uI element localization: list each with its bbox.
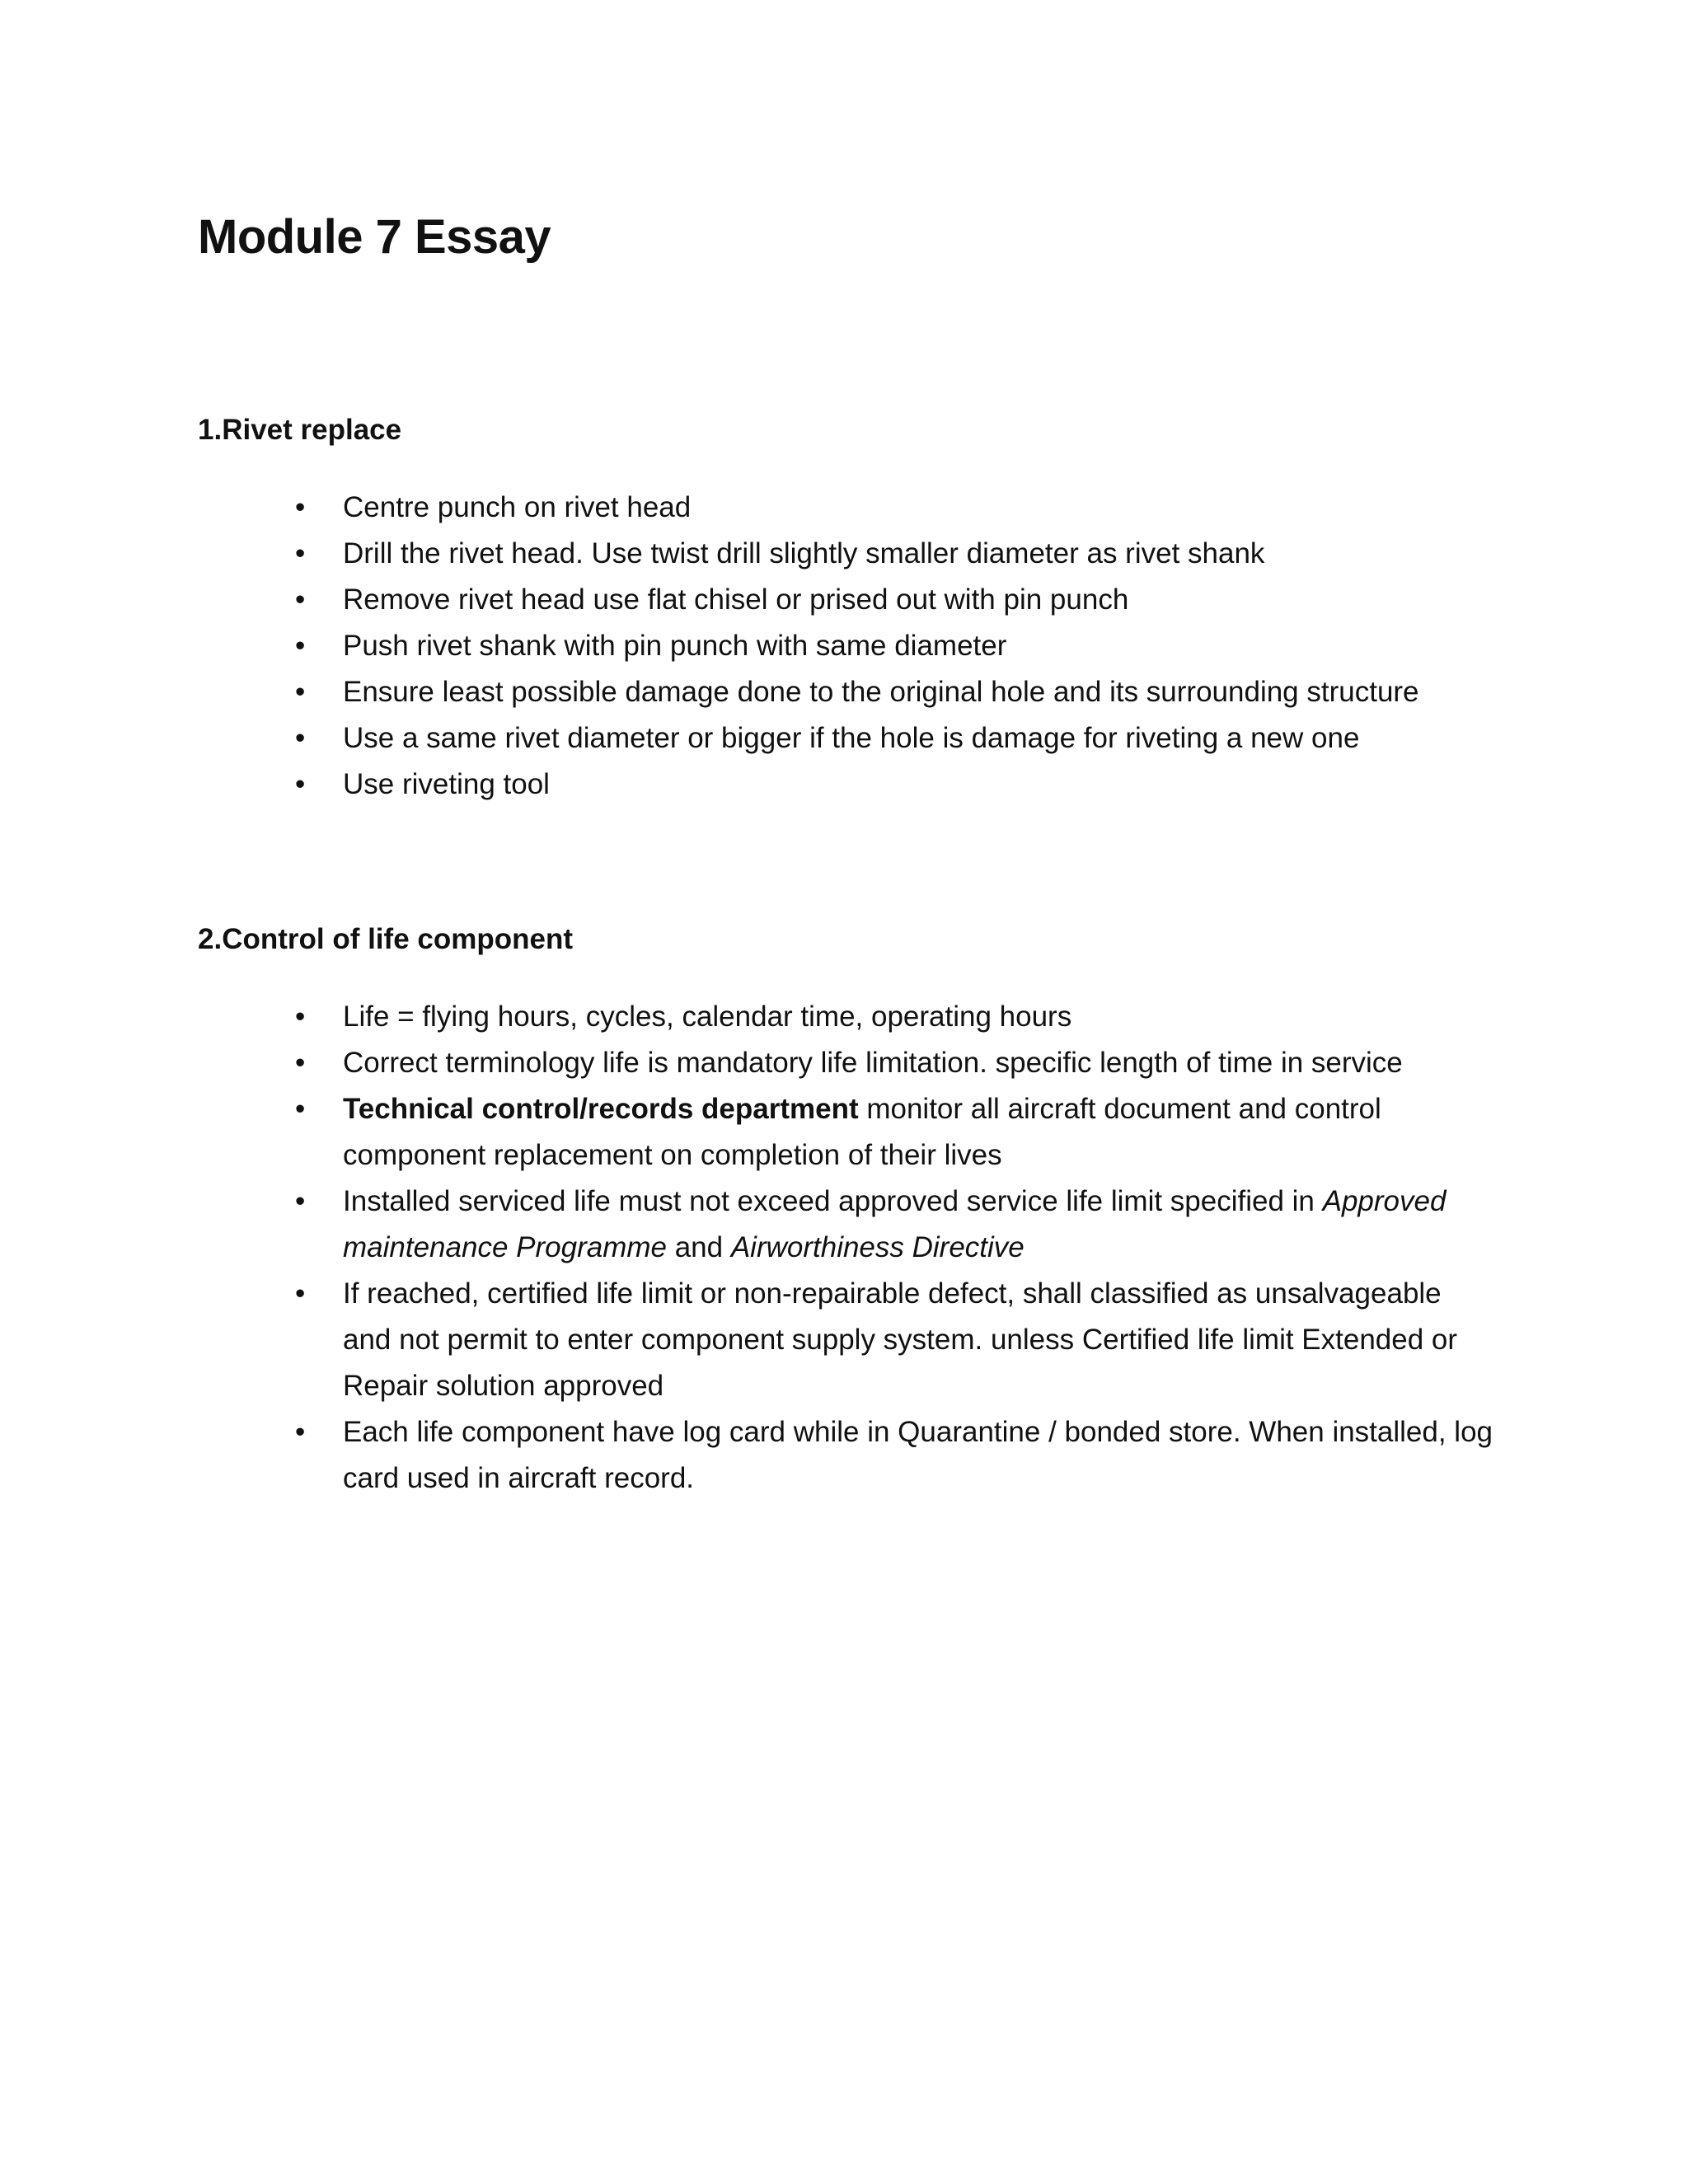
list-item: [295, 994, 1497, 1040]
bullet-icon: •: [295, 1185, 306, 1217]
page-title: Module 7 Essay: [198, 210, 551, 264]
list-item-text: Push rivet shank with pin punch with same diameter: [343, 630, 1007, 662]
list-item: [295, 531, 1497, 577]
list-item-text: Installed serviced life must not exceed approved service life limit specified in: [343, 1185, 1323, 1217]
life-component-list: [295, 994, 1497, 1502]
list-item-italic-text: Approved maintenance Programme: [343, 1185, 1447, 1263]
bullet-icon: •: [295, 583, 306, 616]
bullet-icon: •: [295, 1416, 306, 1448]
bullet-icon: •: [295, 491, 306, 523]
list-item: [295, 715, 1497, 762]
list-item: [295, 623, 1497, 669]
list-item-text: Drill the rivet head. Use twist drill slightly smaller diameter as rivet shank: [343, 537, 1265, 569]
list-item-text: Use a same rivet diameter or bigger if the hole is damage for riveting a new one: [343, 722, 1360, 754]
list-item-joiner-text: and: [666, 1231, 731, 1263]
list-item: [295, 1271, 1497, 1409]
list-item-text: Centre punch on rivet head: [343, 491, 692, 523]
list-item: [295, 1086, 1497, 1179]
bullet-icon: •: [295, 1047, 306, 1079]
list-item: [295, 762, 1497, 808]
section-heading-control-of-life-component: 2.Control of life component: [198, 923, 573, 955]
section-heading-rivet-replace: 1.Rivet replace: [198, 414, 402, 446]
bullet-icon: •: [295, 537, 306, 569]
list-item: [295, 1179, 1497, 1271]
bullet-icon: •: [295, 1001, 306, 1033]
list-item: [295, 1040, 1497, 1086]
list-item-text: monitor all aircraft document and control component replacement on completion of their lives: [343, 1093, 1381, 1171]
list-item-text: Remove rivet head use flat chisel or prised out with pin punch: [343, 583, 1129, 616]
list-item: [295, 669, 1497, 715]
bullet-icon: •: [295, 722, 306, 754]
list-item-text: Use riveting tool: [343, 768, 550, 800]
list-item-text: If reached, certified life limit or non-repairable defect, shall classified as unsalvageable and not permit to enter component supply system. unless Certified life limit Extended or Repair solution approved: [343, 1277, 1458, 1402]
list-item-bold-text: Technical control/records department: [343, 1093, 859, 1125]
bullet-icon: •: [295, 630, 306, 662]
bullet-icon: •: [295, 768, 306, 800]
list-item-text: Life = flying hours, cycles, calendar time, operating hours: [343, 1001, 1072, 1033]
list-item: [295, 485, 1497, 531]
rivet-replace-list: [295, 485, 1497, 808]
list-item: [295, 577, 1497, 623]
list-item-text: Ensure least possible damage done to the original hole and its surrounding structure: [343, 676, 1419, 708]
bullet-icon: •: [295, 676, 306, 708]
list-item-text: Correct terminology life is mandatory life limitation. specific length of time in service: [343, 1047, 1403, 1079]
bullet-icon: •: [295, 1093, 306, 1125]
list-item-italic-text: Airworthiness Directive: [730, 1231, 1025, 1263]
list-item: [295, 1409, 1497, 1502]
list-item-text: Each life component have log card while in Quarantine / bonded store. When installed, log card used in aircraft record.: [343, 1416, 1493, 1494]
bullet-icon: •: [295, 1277, 306, 1310]
